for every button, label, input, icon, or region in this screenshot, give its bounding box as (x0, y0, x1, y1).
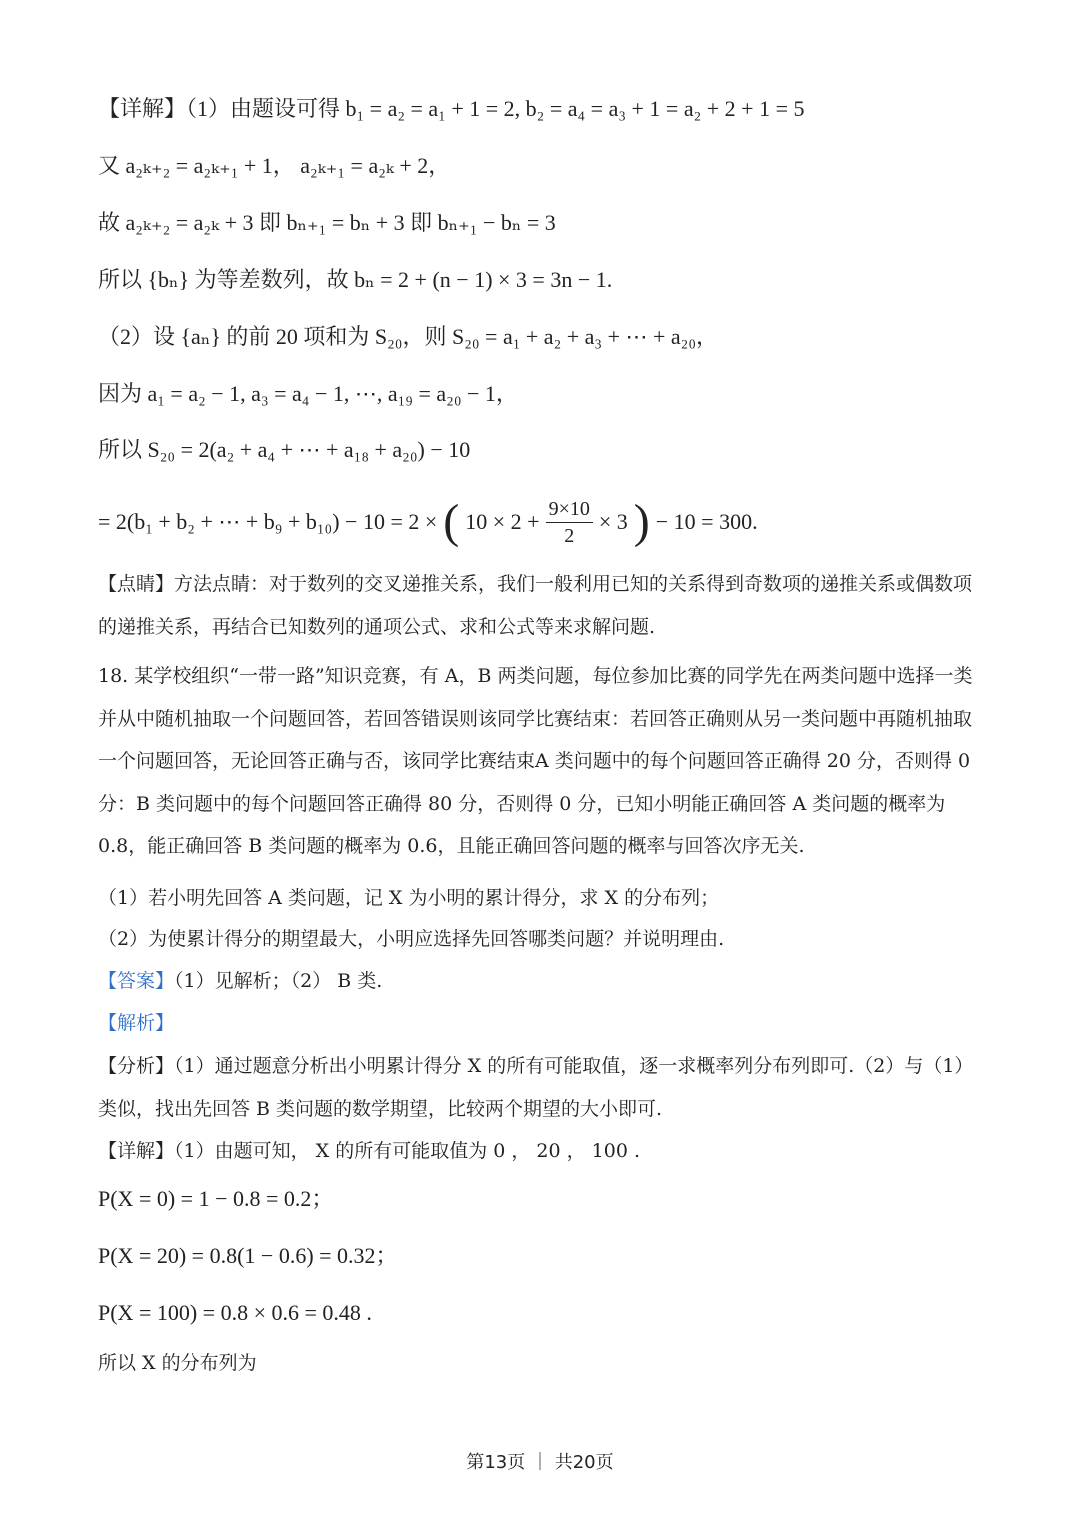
analysis-paragraph: 【分析】（1）通过题意分析出小明累计得分 X 的所有可能取值，逐一求概率列分布列即可.（2）与（1）类似，找出先回答 B 类问题的数学期望，比较两个期望的大小即可. (98, 1055, 974, 1120)
answer-label: 【答案】 (98, 970, 175, 992)
comment-paragraph: 【点睛】方法点睛：对于数列的交叉递推关系，我们一般利用已知的关系得到奇数项的递推关系或偶数项的递推关系，再结合已知数列的通项公式、求和公式等来求解问题. (98, 573, 973, 638)
answer-text: （1）见解析；（2） B 类. (174, 970, 383, 992)
equation-inner: 10 × 2 + (465, 509, 540, 534)
page-footer: 第13页 ｜ 共20页 (466, 1452, 614, 1473)
left-paren: ( (443, 495, 460, 548)
detail-line-3: 故 a₂ₖ₊₂ = a₂ₖ + 3 即 bₙ₊₁ = bₙ + 3 即 bₙ₊₁ − bₙ = 3 (98, 210, 556, 235)
equation-multiplier: × 3 (598, 509, 628, 534)
detail-line-7: 所以 S₂₀ = 2(a₂ + a₄ + ⋯ + a₁₈ + a₂₀) − 10 (98, 437, 471, 462)
prob-x-100: P(X = 100) = 0.8 × 0.6 = 0.48 . (98, 1300, 372, 1325)
question-18-text: 18. 某学校组织“一带一路”知识竞赛，有 A，B 两类问题，每位参加比赛的同学先在两类问题中选择一类并从中随机抽取一个问题回答，若回答错误则该同学比赛结束：若回答正确则从另一类问题中再随机抽取一个问题回答，无论回答正确与否，该同学比赛结束A 类问题中的每个问题回答正确得 20 分，否则得 0 分：B 类问题中的每个问题回答正确得 80 分，否则得 0 分，已知小明能正确回答 A 类问题的概率为 0.8，能正确回答 B 类问题的概率为 0.6，且能正确回答问题的概率与回答次序无关. (98, 665, 973, 857)
detail-line-4: 所以 {bₙ} 为等差数列，故 bₙ = 2 + (n − 1) × 3 = 3n − 1. (98, 267, 613, 292)
question-18-part-2: （2）为使累计得分的期望最大，小明应选择先回答哪类问题？并说明理由. (98, 928, 725, 950)
fraction (546, 496, 593, 549)
detail-line-6: 因为 a₁ = a₂ − 1, a₃ = a₄ − 1, ⋯, a₁₉ = a₂₀ − 1， (98, 381, 518, 406)
detail-line-5: （2）设 {aₙ} 的前 20 项和为 S₂₀，则 S₂₀ = a₁ + a₂ + a₃ + ⋯ + a₂₀， (98, 324, 718, 349)
answer-line (98, 968, 382, 994)
detail-line-1: 【详解】（1）由题设可得 b₁ = a₂ = a₁ + 1 = 2, b₂ = a₄ = a₃ + 1 = a₂ + 2 + 1 = 5 (98, 96, 805, 121)
detail-line-2: 又 a₂ₖ₊₂ = a₂ₖ₊₁ + 1， a₂ₖ₊₁ = a₂ₖ + 2， (98, 153, 451, 178)
detail-2-line: 【详解】（1）由题可知， X 的所有可能取值为 0 ， 20 ， 100 . (98, 1140, 641, 1162)
equation-prefix: = 2(b₁ + b₂ + ⋯ + b₉ + b₁₀) − 10 = 2 × (98, 509, 438, 534)
distribution-line: 所以 X 的分布列为 (98, 1352, 257, 1374)
detail-line-8 (98, 487, 758, 557)
fraction-denominator: 2 (564, 524, 575, 547)
question-18-part-1: （1）若小明先回答 A 类问题，记 X 为小明的累计得分，求 X 的分布列； (98, 887, 720, 909)
prob-x-20: P(X = 20) = 0.8(1 − 0.6) = 0.32； (98, 1243, 398, 1268)
equation-result: − 10 = 300. (655, 509, 758, 534)
right-paren: ) (633, 495, 650, 548)
jiexi-label: 【解析】 (98, 1012, 175, 1034)
prob-x-0: P(X = 0) = 1 − 0.8 = 0.2； (98, 1186, 334, 1211)
fraction-numerator: 9×10 (546, 496, 593, 523)
